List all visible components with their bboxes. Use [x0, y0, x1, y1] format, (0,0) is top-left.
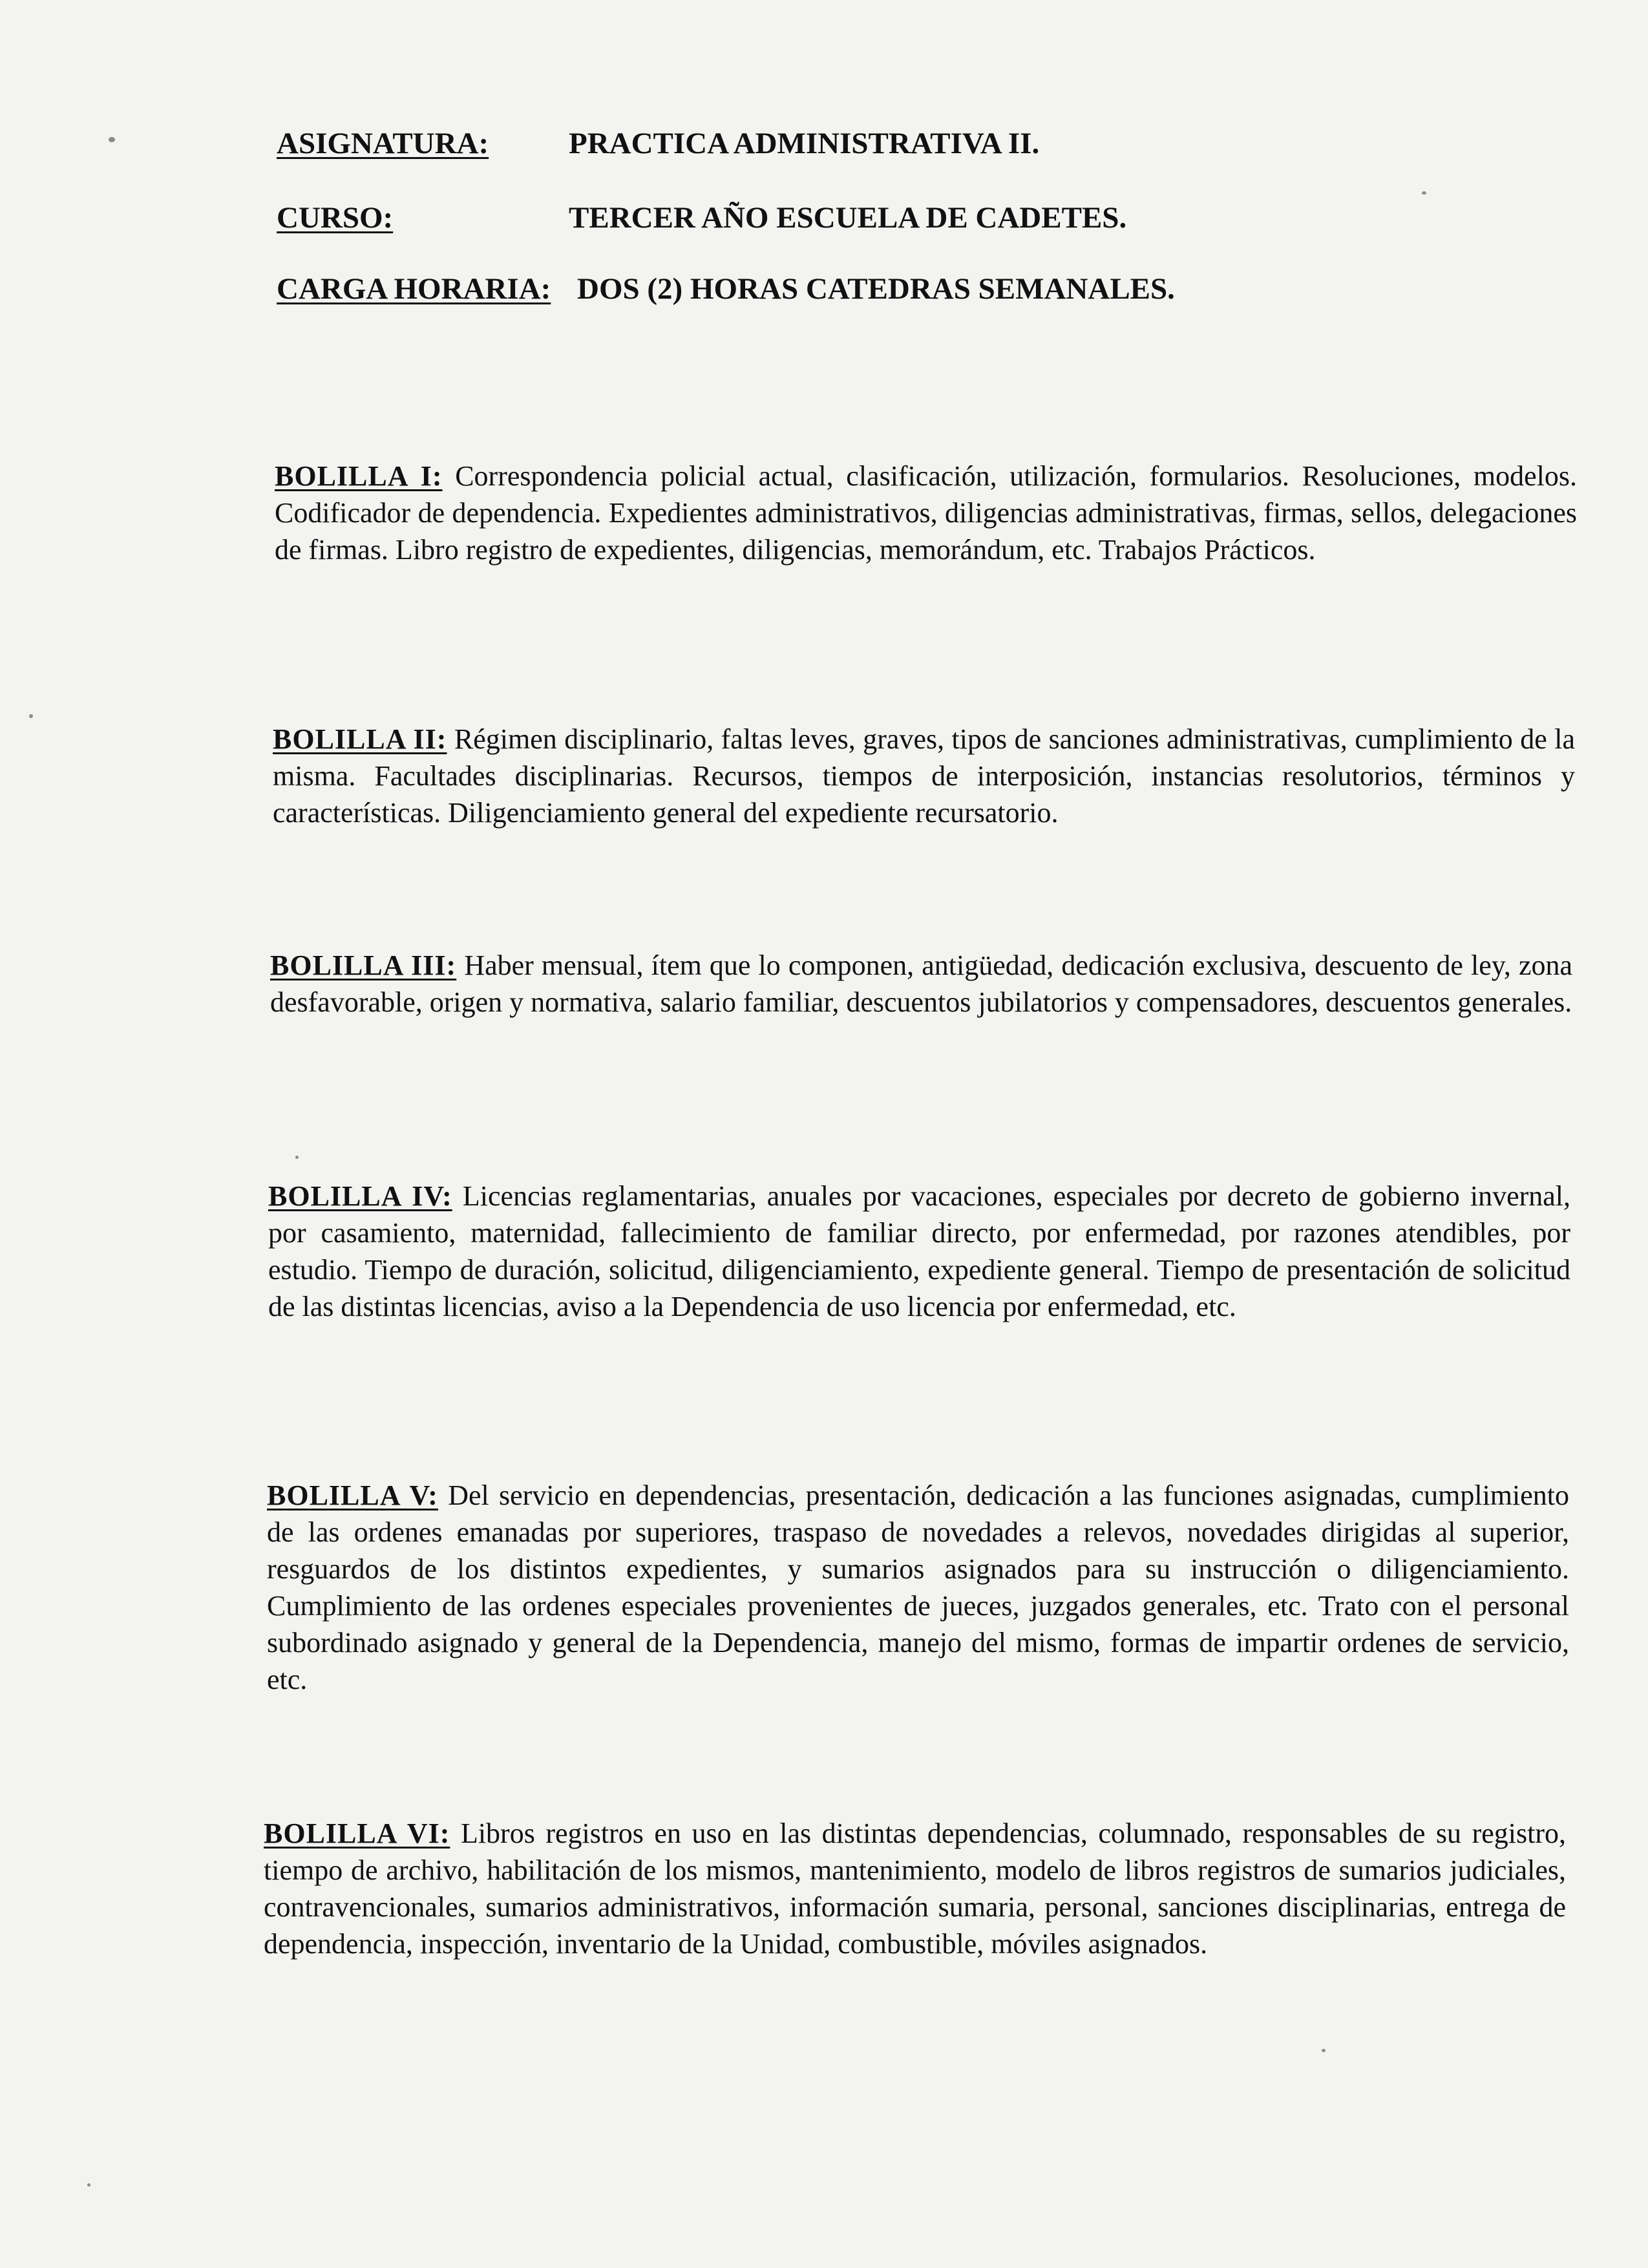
carga-horaria-value: DOS (2) HORAS CATEDRAS SEMANALES. [577, 272, 1175, 306]
bolilla-text: Haber mensual, ítem que lo componen, antigüedad, dedicación exclusiva, descuento de ley, zona desfavorable, origen y normativa, salario familiar, descuentos jubilatorios y compensadores, descuentos generales. [270, 949, 1573, 1018]
scan-speck [87, 2183, 90, 2187]
bolilla-4 [268, 1178, 1570, 1325]
bolilla-5 [267, 1477, 1569, 1698]
header-carga-horaria [277, 271, 1175, 306]
bolilla-label: BOLILLA III: [270, 949, 457, 981]
bolilla-6 [264, 1815, 1566, 1962]
asignatura-value: PRACTICA ADMINISTRATIVA II. [569, 127, 1040, 160]
scan-speck [29, 714, 33, 718]
bolilla-label: BOLILLA V: [267, 1479, 438, 1511]
scan-speck [109, 137, 115, 142]
scan-speck [1322, 2049, 1326, 2052]
bolilla-text: Correspondencia policial actual, clasificación, utilización, formularios. Resoluciones, modelos. Codificador de dependencia. Expedientes administrativos, diligencias administrativas, firmas, sellos, delegaciones de firmas. Libro registro de expedientes, diligencias, memorándum, etc. Trabajos Prácticos. [275, 460, 1577, 566]
bolilla-2 [273, 721, 1575, 831]
bolilla-label: BOLILLA I: [275, 460, 443, 492]
header-curso [277, 200, 1127, 235]
bolilla-3 [270, 947, 1572, 1021]
bolilla-label: BOLILLA VI: [264, 1818, 450, 1849]
curso-label: CURSO: [277, 201, 394, 235]
bolilla-text: Licencias reglamentarias, anuales por vacaciones, especiales por decreto de gobierno invernal, por casamiento, maternidad, fallecimiento de familiar directo, por enfermedad, por razones atendibles, por estudio. Tiempo de duración, solicitud, diligenciamiento, expediente general. Tiempo de presentación de solicitud de las distintas licencias, aviso a la Dependencia de uso licencia por enfermedad, etc. [268, 1180, 1571, 1322]
scan-speck [295, 1156, 299, 1159]
bolilla-text: Libros registros en uso en las distintas dependencias, columnado, responsables de su registro, tiempo de archivo, habilitación de los mismos, mantenimiento, modelo de libros registros de sumarios judiciales, contravencionales, sumarios administrativos, información sumaria, personal, sanciones disciplinarias, entrega de dependencia, inspección, inventario de la Unidad, combustible, móviles asignados. [264, 1818, 1566, 1960]
bolilla-text: Del servicio en dependencias, presentación, dedicación a las funciones asignadas, cumplimiento de las ordenes emanadas por superiores, traspaso de novedades a relevos, novedades dirigidas al superior, resguardos de los distintos expedientes, y sumarios asignados para su instrucción o diligenciamiento. Cumplimiento de las ordenes especiales provenientes de jueces, juzgados generales, etc. Trato con el personal subordinado asignado y general de la Dependencia, manejo del mismo, formas de impartir ordenes de servicio, etc. [267, 1479, 1569, 1695]
bolilla-label: BOLILLA II: [273, 723, 447, 755]
bolilla-label: BOLILLA IV: [268, 1180, 452, 1212]
header-asignatura [277, 126, 1040, 161]
bolilla-text: Régimen disciplinario, faltas leves, graves, tipos de sanciones administrativas, cumplimiento de la misma. Facultades disciplinarias. Recursos, tiempos de interposición, instancias resolutorios, términos y características. Diligenciamiento general del expediente recursatorio. [273, 723, 1576, 829]
asignatura-label: ASIGNATURA: [277, 127, 489, 160]
carga-horaria-label: CARGA HORARIA: [277, 272, 551, 306]
bolilla-1 [275, 458, 1577, 568]
scan-speck [1422, 191, 1426, 195]
curso-value: TERCER AÑO ESCUELA DE CADETES. [569, 201, 1127, 235]
